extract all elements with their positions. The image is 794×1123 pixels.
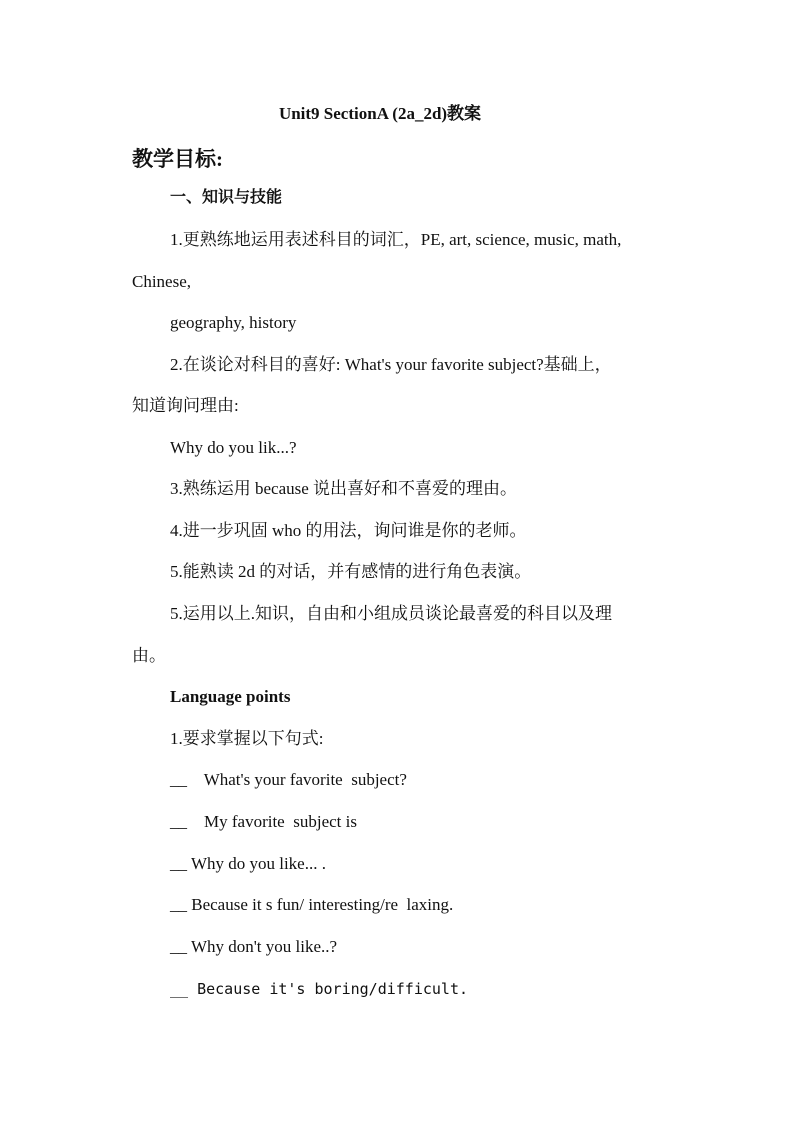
objective-line-2: 2.在谈论对科目的喜好: What's your favorite subject?基础上， — [170, 355, 612, 374]
language-point-line-5: __ Because it s fun/ interesting/re laxing. — [170, 895, 454, 914]
objective-line-4: 4.进一步巩固 who 的用法，询问谁是你的老师。 — [170, 521, 527, 540]
objective-line-2-cont2: Why do you lik...? — [170, 438, 297, 457]
document-title: Unit9 SectionA (2a_2d)教案 — [278, 104, 482, 123]
language-point-line-2: __ What's your favorite subject? — [170, 770, 407, 789]
language-point-line-1: 1.要求掌握以下句式: — [170, 729, 324, 748]
objective-line-6-cont: 由。 — [132, 646, 166, 665]
language-points-heading: Language points — [170, 687, 291, 706]
objective-line-3: 3.熟练运用 because 说出喜好和不喜爱的理由。 — [170, 479, 518, 498]
language-point-line-4: __ Why do you like... . — [170, 854, 326, 873]
objective-line-2-cont: 知道询问理由: — [132, 396, 239, 415]
language-point-line-6: __ Why don't you like..? — [170, 937, 338, 956]
objective-line-1-cont: Chinese, — [132, 272, 192, 291]
objective-line-1: 1.更熟练地运用表述科目的词汇，PE, art, science, music, math, — [170, 230, 622, 249]
subheading-knowledge-skills: 一、知识与技能 — [170, 189, 283, 206]
section-heading-objectives: 教学目标: — [132, 147, 223, 171]
objective-line-6: 5.运用以上.知识，自由和小组成员谈论最喜爱的科目以及理 — [170, 604, 612, 623]
language-point-line-7: __ Because it's boring/difficult. — [170, 980, 469, 998]
objective-line-5: 5.能熟读 2d 的对话，并有感情的进行角色表演。 — [170, 562, 532, 581]
objective-line-1-cont2: geography, history — [170, 313, 297, 332]
language-point-line-3: __ My favorite subject is — [170, 812, 357, 831]
